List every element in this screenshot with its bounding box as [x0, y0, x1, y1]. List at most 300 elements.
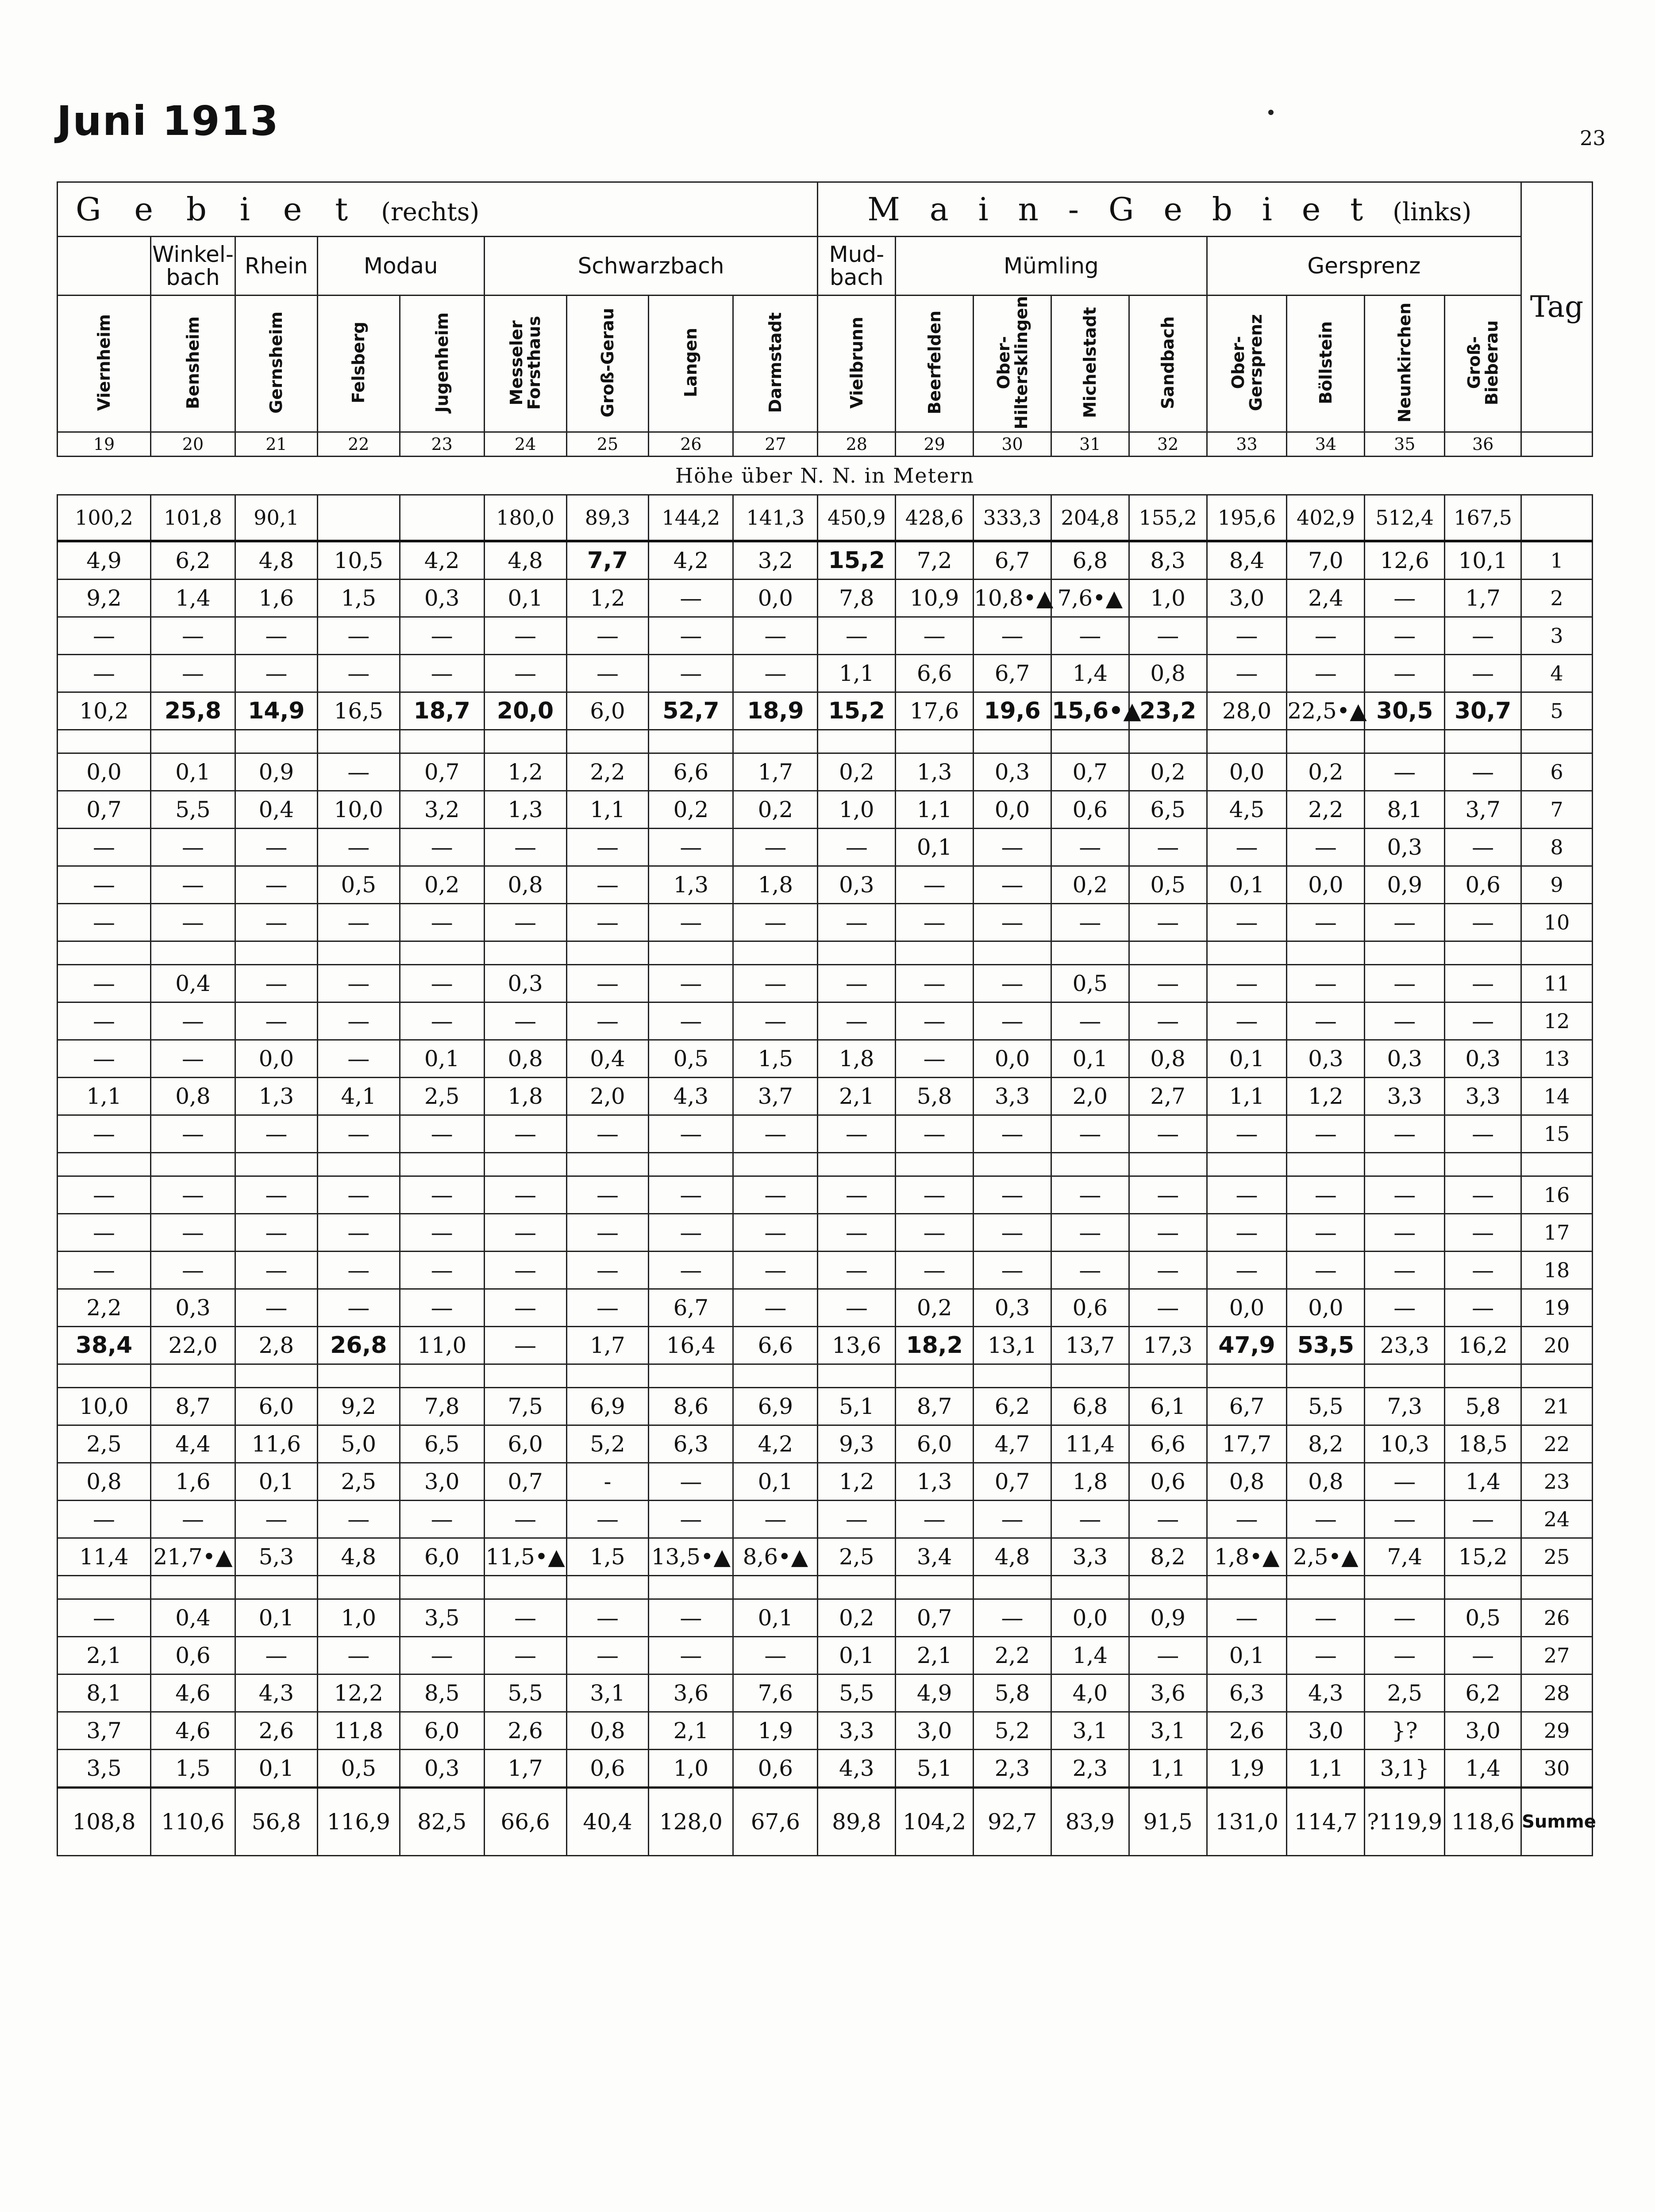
precipitation-value: 0,2 — [733, 791, 818, 828]
precipitation-value: 1,3 — [896, 1463, 974, 1500]
precipitation-value: — — [1207, 1500, 1287, 1538]
day-row — [58, 541, 1593, 580]
station-elevation: 141,3 — [733, 495, 818, 541]
precipitation-value: — — [1207, 828, 1287, 866]
day-row — [58, 1425, 1593, 1463]
station-elevation: 89,3 — [566, 495, 649, 541]
spacer-cell — [317, 1152, 400, 1176]
precipitation-value: 0,1 — [1207, 1636, 1287, 1674]
precipitation-value: 1,1 — [566, 791, 649, 828]
monthly-sum: 118,6 — [1445, 1787, 1521, 1855]
precipitation-value: 1,2 — [818, 1463, 896, 1500]
station-number: 30 — [974, 432, 1051, 456]
precipitation-value: 0,4 — [151, 1599, 235, 1636]
station-25 — [566, 296, 649, 432]
precipitation-value: 10,8•▲ — [974, 579, 1051, 617]
precipitation-value: 0,6 — [566, 1749, 649, 1787]
monthly-sum: 83,9 — [1051, 1787, 1129, 1855]
precipitation-value: — — [1445, 1115, 1521, 1152]
precipitation-value: 0,4 — [566, 1040, 649, 1077]
day-row — [58, 1289, 1593, 1326]
precipitation-value: 0,9 — [1365, 866, 1445, 903]
precipitation-value: 16,4 — [649, 1326, 733, 1364]
precipitation-value: 0,2 — [896, 1289, 974, 1326]
sum-label: Summe — [1521, 1787, 1593, 1855]
precipitation-value: 0,2 — [649, 791, 733, 828]
precipitation-value: — — [400, 1176, 484, 1214]
precipitation-value: 0,0 — [1287, 866, 1365, 903]
precipitation-value: — — [235, 1251, 317, 1289]
precipitation-value: 2,0 — [1051, 1077, 1129, 1115]
precipitation-value: 1,3 — [649, 866, 733, 903]
spacer-cell — [1051, 1575, 1129, 1599]
station-elevation: 180,0 — [484, 495, 566, 541]
precipitation-value: — — [235, 1289, 317, 1326]
spacer-cell — [974, 1575, 1051, 1599]
precipitation-value: — — [649, 617, 733, 654]
station-number: 33 — [1207, 432, 1287, 456]
station-number: 24 — [484, 432, 566, 456]
precipitation-value: 1,0 — [649, 1749, 733, 1787]
precipitation-value: — — [896, 1251, 974, 1289]
precipitation-value: — — [649, 1214, 733, 1251]
station-number: 34 — [1287, 432, 1365, 456]
precipitation-value: — — [484, 1636, 566, 1674]
precipitation-value: — — [896, 1176, 974, 1214]
precipitation-value: — — [649, 964, 733, 1002]
day-row — [58, 1326, 1593, 1364]
precipitation-value: — — [317, 1040, 400, 1077]
river-schwarzbach: Schwarzbach — [484, 237, 818, 296]
spacer-cell — [317, 941, 400, 964]
precipitation-value: — — [1051, 617, 1129, 654]
precipitation-value: 0,8 — [484, 866, 566, 903]
precipitation-value: — — [235, 1636, 317, 1674]
precipitation-value: — — [818, 964, 896, 1002]
station-30 — [974, 296, 1051, 432]
precipitation-value: 0,3 — [400, 579, 484, 617]
precipitation-value: — — [1445, 753, 1521, 791]
precipitation-value: 6,0 — [896, 1425, 974, 1463]
precipitation-value: — — [566, 828, 649, 866]
precipitation-value: 19,6 — [974, 692, 1051, 730]
spacer-cell — [1445, 1152, 1521, 1176]
left-area-title: M a i n - G e b i e t — [867, 191, 1373, 228]
precipitation-value: 2,5 — [317, 1463, 400, 1500]
station-name: Neunkirchen — [1395, 303, 1415, 423]
precipitation-value: 1,7 — [733, 753, 818, 791]
precipitation-value: — — [818, 1214, 896, 1251]
spacer-cell — [58, 1364, 151, 1387]
day-row — [58, 1077, 1593, 1115]
precipitation-value: 0,1 — [896, 828, 974, 866]
precipitation-value: — — [649, 1599, 733, 1636]
precipitation-value: — — [484, 1214, 566, 1251]
spacer-cell — [974, 1152, 1051, 1176]
precipitation-value: — — [1051, 1002, 1129, 1040]
precipitation-value: — — [1365, 1599, 1445, 1636]
left-area-heading — [818, 182, 1521, 237]
precipitation-value: — — [1365, 1500, 1445, 1538]
precipitation-value: — — [1445, 1214, 1521, 1251]
spacer-cell — [484, 941, 566, 964]
precipitation-value: 5,5 — [151, 791, 235, 828]
monthly-sum: 128,0 — [649, 1787, 733, 1855]
precipitation-value: 11,4 — [58, 1538, 151, 1575]
precipitation-value: 3,6 — [649, 1674, 733, 1712]
precipitation-value: — — [484, 654, 566, 692]
precipitation-value: — — [1129, 1500, 1207, 1538]
precipitation-value: — — [400, 1115, 484, 1152]
precipitation-value: 1,8 — [484, 1077, 566, 1115]
precipitation-value: — — [151, 1002, 235, 1040]
precipitation-value: 21,7•▲ — [151, 1538, 235, 1575]
spacer-cell — [1207, 1364, 1287, 1387]
precipitation-value: — — [649, 1115, 733, 1152]
precipitation-value: 1,0 — [818, 791, 896, 828]
precipitation-value: 0,5 — [1129, 866, 1207, 903]
day-row — [58, 1674, 1593, 1712]
spacer-cell — [400, 1575, 484, 1599]
precipitation-value: — — [1365, 1214, 1445, 1251]
precipitation-value: 1,6 — [235, 579, 317, 617]
precipitation-value: 0,2 — [1287, 753, 1365, 791]
spacer-cell — [733, 1152, 818, 1176]
spacer-cell — [566, 1152, 649, 1176]
precipitation-value: — — [566, 903, 649, 941]
precipitation-value: 18,7 — [400, 692, 484, 730]
precipitation-value: — — [317, 1002, 400, 1040]
precipitation-value: 0,3 — [400, 1749, 484, 1787]
day-row — [58, 1387, 1593, 1425]
precipitation-value: — — [1129, 1636, 1207, 1674]
precipitation-value: 14,9 — [235, 692, 317, 730]
spacer-cell — [1445, 941, 1521, 964]
precipitation-value: 1,3 — [235, 1077, 317, 1115]
precipitation-value: 2,1 — [649, 1712, 733, 1749]
spacer-cell — [151, 941, 235, 964]
precipitation-value: 5,1 — [818, 1387, 896, 1425]
precipitation-value: — — [1207, 1214, 1287, 1251]
station-29 — [896, 296, 974, 432]
precipitation-value: — — [1129, 1289, 1207, 1326]
precipitation-value: 3,1} — [1365, 1749, 1445, 1787]
precipitation-value: — — [818, 1115, 896, 1152]
precipitation-value: 0,8 — [1207, 1463, 1287, 1500]
precipitation-value: 5,8 — [896, 1077, 974, 1115]
precipitation-value: — — [58, 617, 151, 654]
monthly-sum: 131,0 — [1207, 1787, 1287, 1855]
monthly-sum: 56,8 — [235, 1787, 317, 1855]
precipitation-value: — — [317, 828, 400, 866]
precipitation-value: 11,6 — [235, 1425, 317, 1463]
station-23 — [400, 296, 484, 432]
station-24 — [484, 296, 566, 432]
precipitation-value: — — [317, 617, 400, 654]
precipitation-value: 4,6 — [151, 1674, 235, 1712]
precipitation-value: — — [58, 903, 151, 941]
precipitation-value: 7,7 — [566, 541, 649, 580]
precipitation-value: — — [1445, 1176, 1521, 1214]
precipitation-value: 1,1 — [818, 654, 896, 692]
precipitation-value: 0,5 — [317, 866, 400, 903]
precipitation-value: — — [235, 654, 317, 692]
precipitation-value: — — [566, 1289, 649, 1326]
precipitation-value: 22,0 — [151, 1326, 235, 1364]
precipitation-value: 12,2 — [317, 1674, 400, 1712]
precipitation-value: — — [896, 1214, 974, 1251]
precipitation-value: 2,5•▲ — [1287, 1538, 1365, 1575]
precipitation-value: 2,7 — [1129, 1077, 1207, 1115]
station-elevation: 402,9 — [1287, 495, 1365, 541]
precipitation-value: 2,1 — [896, 1636, 974, 1674]
precipitation-value: — — [1365, 1115, 1445, 1152]
spacer-cell — [151, 730, 235, 753]
precipitation-value: — — [566, 964, 649, 1002]
precipitation-value: — — [818, 903, 896, 941]
spacer-cell — [818, 1152, 896, 1176]
station-31 — [1051, 296, 1129, 432]
precipitation-value: — — [484, 1326, 566, 1364]
precipitation-value: 6,7 — [974, 541, 1051, 580]
precipitation-value: 2,8 — [235, 1326, 317, 1364]
station-elevation: 195,6 — [1207, 495, 1287, 541]
precipitation-value: — — [317, 1214, 400, 1251]
precipitation-value: — — [1287, 1002, 1365, 1040]
row-spacer — [58, 1152, 1593, 1176]
spacer-cell — [1287, 1364, 1365, 1387]
precipitation-value: 3,0 — [1207, 579, 1287, 617]
precipitation-value: 1,4 — [1051, 654, 1129, 692]
precipitation-value: 5,5 — [818, 1674, 896, 1712]
precipitation-value: 0,1 — [1051, 1040, 1129, 1077]
precipitation-value: 1,7 — [1445, 579, 1521, 617]
precipitation-value: — — [566, 1251, 649, 1289]
precipitation-value: — — [1207, 1599, 1287, 1636]
day-row — [58, 1749, 1593, 1787]
precipitation-value: — — [1445, 654, 1521, 692]
day-row — [58, 1002, 1593, 1040]
precipitation-value: — — [566, 1115, 649, 1152]
day-number: 8 — [1521, 828, 1593, 866]
station-number: 28 — [818, 432, 896, 456]
precipitation-value: 16,2 — [1445, 1326, 1521, 1364]
precipitation-value: — — [400, 654, 484, 692]
precipitation-value: 2,4 — [1287, 579, 1365, 617]
precipitation-value: 1,8•▲ — [1207, 1538, 1287, 1575]
row-spacer — [58, 730, 1593, 753]
monthly-sum: 91,5 — [1129, 1787, 1207, 1855]
spacer-cell — [733, 941, 818, 964]
spacer-cell — [1445, 1575, 1521, 1599]
precipitation-value: 6,6 — [733, 1326, 818, 1364]
precipitation-value: 30,5 — [1365, 692, 1445, 730]
day-row — [58, 1040, 1593, 1077]
precipitation-value: 11,5•▲ — [484, 1538, 566, 1575]
precipitation-value: — — [1445, 617, 1521, 654]
precipitation-value: 6,0 — [566, 692, 649, 730]
day-row — [58, 1214, 1593, 1251]
day-number: 10 — [1521, 903, 1593, 941]
day-row — [58, 617, 1593, 654]
spacer-cell — [1287, 941, 1365, 964]
precipitation-value: 0,7 — [484, 1463, 566, 1500]
precipitation-value: 10,2 — [58, 692, 151, 730]
spacer-cell — [1445, 1364, 1521, 1387]
precipitation-value: — — [1365, 1002, 1445, 1040]
precipitation-value: 8,6 — [649, 1387, 733, 1425]
precipitation-value: — — [1365, 1176, 1445, 1214]
precipitation-value: — — [818, 1289, 896, 1326]
spacer-cell — [1365, 730, 1445, 753]
precipitation-value: 0,1 — [235, 1749, 317, 1787]
spacer-cell — [151, 1152, 235, 1176]
precipitation-value: 0,5 — [1445, 1599, 1521, 1636]
precipitation-value: 6,7 — [974, 654, 1051, 692]
precipitation-value: — — [649, 1636, 733, 1674]
precipitation-value: 0,1 — [484, 579, 566, 617]
precipitation-value: 2,2 — [58, 1289, 151, 1326]
spacer-cell — [1051, 1364, 1129, 1387]
precipitation-value: — — [649, 579, 733, 617]
precipitation-value: 0,3 — [1365, 1040, 1445, 1077]
precipitation-value: — — [317, 1289, 400, 1326]
precipitation-value: — — [1051, 1214, 1129, 1251]
spacer-cell — [566, 1364, 649, 1387]
precipitation-value: 6,0 — [484, 1425, 566, 1463]
precipitation-value: — — [58, 1500, 151, 1538]
monthly-sum: 67,6 — [733, 1787, 818, 1855]
precipitation-value: 2,2 — [974, 1636, 1051, 1674]
precipitation-value: — — [317, 964, 400, 1002]
precipitation-value: 6,6 — [896, 654, 974, 692]
precipitation-value: — — [317, 1115, 400, 1152]
precipitation-value: — — [1207, 617, 1287, 654]
precipitation-value: — — [1287, 617, 1365, 654]
day-row — [58, 903, 1593, 941]
precipitation-value: — — [1287, 654, 1365, 692]
spacer-cell — [400, 1152, 484, 1176]
precipitation-value: 6,7 — [649, 1289, 733, 1326]
station-name: Groß-Gerau — [597, 308, 617, 418]
precipitation-value: 0,0 — [974, 1040, 1051, 1077]
precipitation-value: — — [733, 903, 818, 941]
day-number: 21 — [1521, 1387, 1593, 1425]
precipitation-value: — — [974, 828, 1051, 866]
spacer-cell — [733, 730, 818, 753]
precipitation-value: 6,8 — [1051, 1387, 1129, 1425]
day-number: 12 — [1521, 1002, 1593, 1040]
precipitation-value: — — [1129, 903, 1207, 941]
station-elevation: 167,5 — [1445, 495, 1521, 541]
precipitation-value: 2,1 — [818, 1077, 896, 1115]
precipitation-value: 10,3 — [1365, 1425, 1445, 1463]
precipitation-value: 0,8 — [1129, 1040, 1207, 1077]
precipitation-value: 8,3 — [1129, 541, 1207, 580]
precipitation-value: 1,5 — [317, 579, 400, 617]
precipitation-value: 6,6 — [649, 753, 733, 791]
precipitation-value: 0,1 — [151, 753, 235, 791]
precipitation-value: — — [400, 1002, 484, 1040]
precipitation-value: 0,6 — [1051, 1289, 1129, 1326]
precipitation-value: — — [484, 1599, 566, 1636]
precipitation-value: 6,2 — [1445, 1674, 1521, 1712]
precipitation-value: 0,0 — [974, 791, 1051, 828]
precipitation-value: — — [733, 964, 818, 1002]
spacer-cell — [649, 1364, 733, 1387]
precipitation-value: 3,3 — [818, 1712, 896, 1749]
spacer-cell — [400, 730, 484, 753]
precipitation-value: — — [566, 1214, 649, 1251]
station-35 — [1365, 296, 1445, 432]
right-area-title: G e b i e t — [76, 191, 360, 228]
precipitation-value: — — [235, 1115, 317, 1152]
precipitation-value: — — [1445, 1289, 1521, 1326]
precipitation-value: — — [58, 1115, 151, 1152]
spacer-cell — [235, 941, 317, 964]
spacer-cell — [649, 941, 733, 964]
page-title: Juni 1913 — [57, 97, 279, 145]
precipitation-value: — — [566, 1002, 649, 1040]
precipitation-value: 7,5 — [484, 1387, 566, 1425]
station-number: 23 — [400, 432, 484, 456]
precipitation-value: — — [400, 828, 484, 866]
precipitation-value: 7,6 — [733, 1674, 818, 1712]
monthly-sum: 114,7 — [1287, 1787, 1365, 1855]
precipitation-value: 23,2 — [1129, 692, 1207, 730]
precipitation-value: 6,8 — [1051, 541, 1129, 580]
precipitation-value: 3,1 — [1129, 1712, 1207, 1749]
river-mudbach: Mud- bach — [818, 237, 896, 296]
precipitation-value: 1,6 — [151, 1463, 235, 1500]
precipitation-value: 1,0 — [317, 1599, 400, 1636]
day-row — [58, 654, 1593, 692]
precipitation-value: 0,1 — [818, 1636, 896, 1674]
spacer-cell — [235, 1575, 317, 1599]
precipitation-value: 0,0 — [1051, 1599, 1129, 1636]
precipitation-value: — — [151, 1115, 235, 1152]
precipitation-value: — — [58, 828, 151, 866]
precipitation-value: — — [896, 866, 974, 903]
precipitation-value: 0,8 — [1287, 1463, 1365, 1500]
precipitation-value: 0,2 — [400, 866, 484, 903]
precipitation-value: 0,0 — [1287, 1289, 1365, 1326]
spacer-cell — [317, 730, 400, 753]
precipitation-value: 5,0 — [317, 1425, 400, 1463]
precipitation-value: — — [733, 1115, 818, 1152]
spacer-cell — [1207, 1152, 1287, 1176]
spacer-cell — [400, 1364, 484, 1387]
precipitation-value: 1,9 — [1207, 1749, 1287, 1787]
station-name: Michelstadt — [1080, 307, 1100, 419]
precipitation-value: — — [649, 1176, 733, 1214]
precipitation-value: 15,2 — [818, 541, 896, 580]
precipitation-value: 6,2 — [974, 1387, 1051, 1425]
precipitation-value: — — [58, 1040, 151, 1077]
precipitation-value: — — [484, 1251, 566, 1289]
spacer-cell — [1129, 1152, 1207, 1176]
precipitation-value: 0,0 — [1207, 1289, 1287, 1326]
day-row — [58, 1463, 1593, 1500]
precipitation-value: — — [649, 1500, 733, 1538]
day-row — [58, 1500, 1593, 1538]
precipitation-value: }? — [1365, 1712, 1445, 1749]
precipitation-value: 1,8 — [818, 1040, 896, 1077]
precipitation-value: 5,3 — [235, 1538, 317, 1575]
precipitation-value: 15,2 — [818, 692, 896, 730]
monthly-sum: 40,4 — [566, 1787, 649, 1855]
precipitation-value: 4,8 — [974, 1538, 1051, 1575]
